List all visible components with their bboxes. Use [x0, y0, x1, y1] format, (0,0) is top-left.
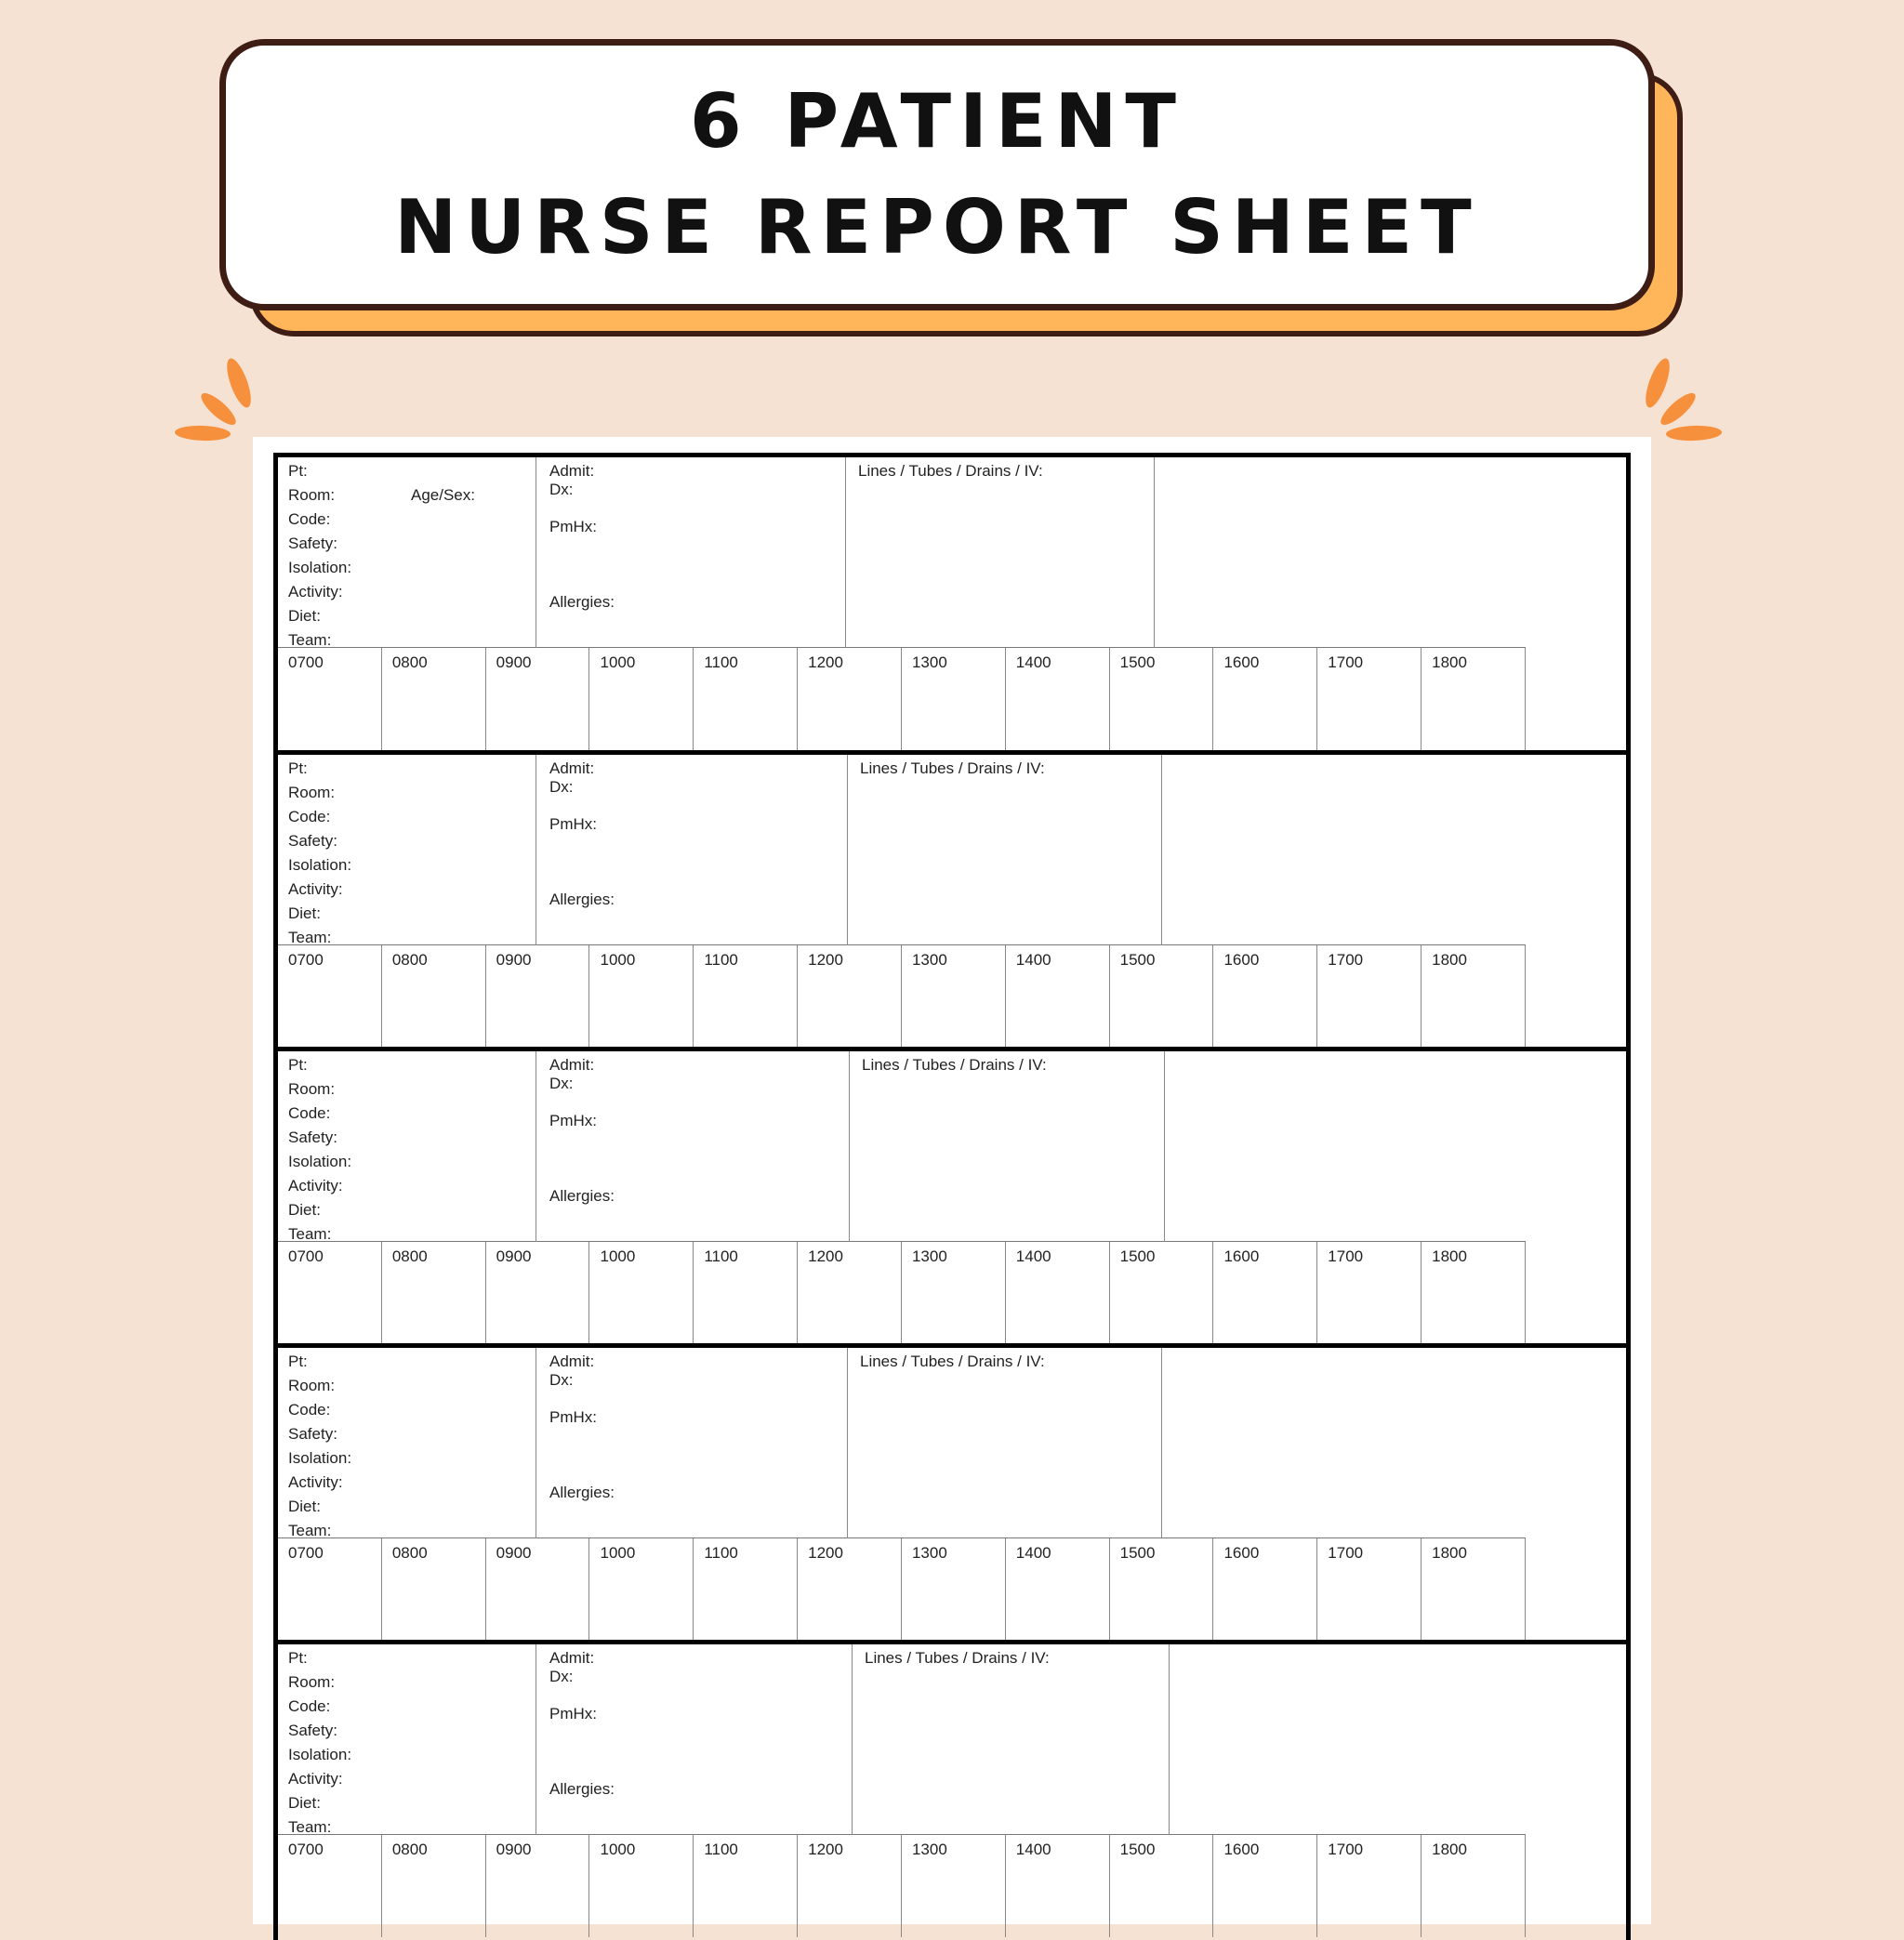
lines-tubes-label: Lines / Tubes / Drains / IV: [862, 1056, 1047, 1074]
time-cell: 0700 [278, 648, 382, 750]
hourly-timeline [278, 1835, 1526, 1937]
lines-tubes-label: Lines / Tubes / Drains / IV: [858, 462, 1043, 480]
time-cell: 0800 [382, 1538, 486, 1641]
time-cell: 0900 [486, 1835, 590, 1937]
dx-label: Dx: [549, 778, 574, 796]
time-cell: 1100 [694, 1242, 798, 1344]
column-divider [845, 457, 846, 648]
time-cell: 1400 [1006, 1538, 1110, 1641]
allergies-label: Allergies: [549, 1780, 615, 1798]
dx-label: Dx: [549, 1075, 574, 1092]
field-label: Safety: [288, 534, 337, 552]
allergies-label: Allergies: [549, 1484, 615, 1501]
time-cell: 1800 [1432, 951, 1467, 969]
time-cell: 0800 [382, 648, 486, 750]
field-label: Code: [288, 808, 331, 825]
field-label: Isolation: [288, 1449, 352, 1467]
allergies-label: Allergies: [549, 593, 615, 611]
column-divider [849, 1051, 850, 1242]
patient-block [278, 1640, 1626, 1937]
time-cell: 1000 [589, 1538, 694, 1641]
field-label: Team: [288, 1225, 332, 1243]
time-cell: 1200 [798, 1242, 902, 1344]
time-cell: 1500 [1110, 1538, 1214, 1641]
time-cell: 1100 [694, 945, 798, 1048]
column-divider [852, 1644, 853, 1835]
pmhx-label: PmHx: [549, 1112, 597, 1129]
time-cell: 1600 [1213, 1242, 1317, 1344]
hourly-timeline [278, 1538, 1526, 1641]
field-label: Activity: [288, 1770, 343, 1788]
time-cell: 1400 [1006, 1242, 1110, 1344]
time-cell: 1000 [589, 648, 694, 750]
time-cell: 1100 [694, 1835, 798, 1937]
patient-info-section [278, 457, 1526, 648]
time-cell: 1400 [1006, 1835, 1110, 1937]
time-cell: 0700 [278, 1835, 382, 1937]
admit-label: Admit: [549, 462, 595, 480]
time-cell: 1800 [1432, 1247, 1467, 1265]
lines-tubes-label: Lines / Tubes / Drains / IV: [860, 1353, 1045, 1370]
field-label: Pt: [288, 1353, 308, 1370]
field-label: Safety: [288, 1722, 337, 1739]
time-cell: 0900 [486, 1538, 590, 1641]
time-cell: 1300 [902, 648, 1006, 750]
time-cell: 1700 [1317, 1242, 1421, 1344]
time-cell: 1600 [1213, 1538, 1317, 1641]
patient-info-section [278, 755, 1526, 945]
hourly-timeline [278, 648, 1526, 750]
time-cell: 1400 [1006, 648, 1110, 750]
title-line-2: NURSE REPORT SHEET [394, 184, 1480, 271]
field-label: Isolation: [288, 856, 352, 874]
time-cell: 0800 [382, 945, 486, 1048]
column-divider [1169, 1644, 1170, 1835]
time-cell: 1800 [1432, 653, 1467, 671]
time-cell: 1300 [902, 1242, 1006, 1344]
column-divider [1161, 755, 1162, 945]
time-cell: 1600 [1213, 1835, 1317, 1937]
field-label: Diet: [288, 1201, 321, 1219]
time-cell: 1700 [1317, 1835, 1421, 1937]
pmhx-label: PmHx: [549, 518, 597, 535]
time-cell: 1200 [798, 1835, 902, 1937]
field-label: Pt: [288, 1649, 308, 1667]
time-cell: 0900 [486, 945, 590, 1048]
time-cell: 1500 [1110, 1242, 1214, 1344]
field-label: Team: [288, 929, 332, 946]
field-label: Pt: [288, 1056, 308, 1074]
time-cell: 1000 [589, 1835, 694, 1937]
field-label: Room: [288, 1377, 336, 1394]
column-divider [1164, 1051, 1165, 1242]
time-cell: 1500 [1110, 1835, 1214, 1937]
pmhx-label: PmHx: [549, 1705, 597, 1722]
age-sex-label: Age/Sex: [411, 486, 475, 504]
time-cell: 1600 [1213, 648, 1317, 750]
pmhx-label: PmHx: [549, 1408, 597, 1426]
field-label: Room: [288, 1080, 336, 1098]
dx-label: Dx: [549, 1668, 574, 1685]
time-cell: 1500 [1110, 945, 1214, 1048]
field-label: Safety: [288, 1425, 337, 1443]
field-label: Team: [288, 631, 332, 649]
field-label: Code: [288, 1104, 331, 1122]
time-cell: 1200 [798, 648, 902, 750]
title-line-1: 6 PATIENT [689, 78, 1184, 165]
time-cell: 1800 [1432, 1841, 1467, 1858]
report-sheet [273, 453, 1631, 1940]
lines-tubes-label: Lines / Tubes / Drains / IV: [865, 1649, 1050, 1667]
field-label: Diet: [288, 904, 321, 922]
time-cell: 1700 [1317, 1538, 1421, 1641]
field-label: Code: [288, 510, 331, 528]
field-label: Room: [288, 486, 336, 504]
time-cell: 1700 [1317, 648, 1421, 750]
field-label: Isolation: [288, 1153, 352, 1170]
column-divider [1154, 457, 1155, 648]
time-cell: 1200 [798, 945, 902, 1048]
time-cell: 0900 [486, 648, 590, 750]
field-label: Code: [288, 1697, 331, 1715]
patient-info-section [278, 1051, 1526, 1242]
field-label: Isolation: [288, 1746, 352, 1763]
patient-info-section [278, 1644, 1526, 1835]
time-cell: 1600 [1213, 945, 1317, 1048]
admit-label: Admit: [549, 1353, 595, 1370]
field-label: Activity: [288, 880, 343, 898]
field-label: Activity: [288, 1473, 343, 1491]
time-cell: 1500 [1110, 648, 1214, 750]
time-cell: 1300 [902, 1538, 1006, 1641]
field-label: Pt: [288, 759, 308, 777]
patient-block [278, 1343, 1626, 1641]
field-label: Code: [288, 1401, 331, 1419]
time-cell: 1100 [694, 648, 798, 750]
time-cell: 1700 [1317, 945, 1421, 1048]
field-label: Room: [288, 784, 336, 801]
time-cell: 1200 [798, 1538, 902, 1641]
column-divider [847, 1348, 848, 1538]
allergies-label: Allergies: [549, 891, 615, 908]
time-cell: 0800 [382, 1242, 486, 1344]
title-banner [219, 39, 1655, 310]
time-cell: 1800 [1432, 1544, 1467, 1562]
field-label: Isolation: [288, 559, 352, 576]
time-cell: 1000 [589, 945, 694, 1048]
field-label: Safety: [288, 1128, 337, 1146]
column-divider [847, 755, 848, 945]
field-label: Pt: [288, 462, 308, 480]
time-cell: 0700 [278, 945, 382, 1048]
hourly-timeline [278, 945, 1526, 1048]
admit-label: Admit: [549, 1056, 595, 1074]
time-cell: 1000 [589, 1242, 694, 1344]
field-label: Activity: [288, 1177, 343, 1194]
column-divider [1161, 1348, 1162, 1538]
time-cell: 1400 [1006, 945, 1110, 1048]
lines-tubes-label: Lines / Tubes / Drains / IV: [860, 759, 1045, 777]
allergies-label: Allergies: [549, 1187, 615, 1205]
dx-label: Dx: [549, 481, 574, 498]
field-label: Diet: [288, 1498, 321, 1515]
dx-label: Dx: [549, 1371, 574, 1389]
time-cell: 1100 [694, 1538, 798, 1641]
patient-info-section [278, 1348, 1526, 1538]
patient-block [278, 1047, 1626, 1344]
field-label: Activity: [288, 583, 343, 600]
time-cell: 0800 [382, 1835, 486, 1937]
admit-label: Admit: [549, 1649, 595, 1667]
field-label: Diet: [288, 607, 321, 625]
admit-label: Admit: [549, 759, 595, 777]
field-label: Team: [288, 1522, 332, 1539]
field-label: Room: [288, 1673, 336, 1691]
field-label: Safety: [288, 832, 337, 850]
pmhx-label: PmHx: [549, 815, 597, 833]
time-cell: 1300 [902, 1835, 1006, 1937]
time-cell: 0700 [278, 1242, 382, 1344]
field-label: Team: [288, 1818, 332, 1836]
patient-block [278, 453, 1626, 750]
time-cell: 0700 [278, 1538, 382, 1641]
time-cell: 0900 [486, 1242, 590, 1344]
hourly-timeline [278, 1242, 1526, 1344]
field-label: Diet: [288, 1794, 321, 1812]
patient-block [278, 750, 1626, 1048]
time-cell: 1300 [902, 945, 1006, 1048]
